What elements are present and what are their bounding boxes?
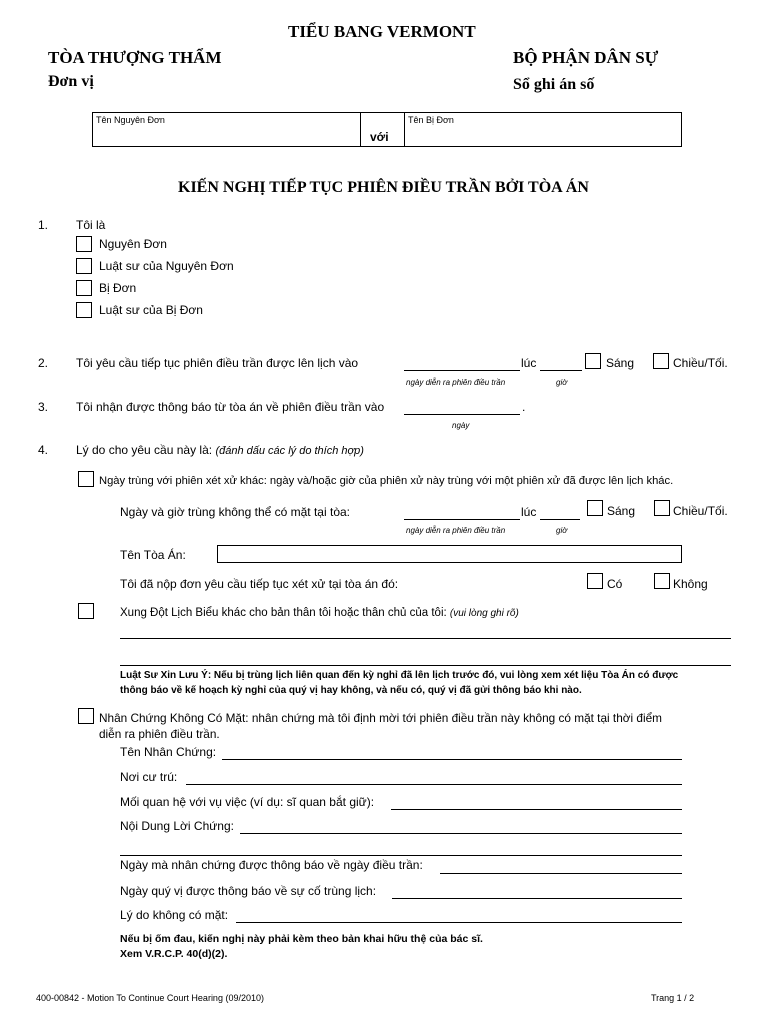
no-label: Không <box>673 577 708 591</box>
yes-checkbox[interactable] <box>587 573 603 589</box>
testimony-field-2[interactable] <box>120 855 682 856</box>
witness-notified-date-field[interactable] <box>440 873 682 874</box>
plaintiff-name-field[interactable] <box>96 128 356 144</box>
time-hint: giờ <box>556 378 568 387</box>
conflict-notified-date-field[interactable] <box>392 898 682 899</box>
notice-received-text: Tôi nhận được thông báo từ tòa án về phiên điều trần vào <box>76 400 385 414</box>
reason-note: (đánh dấu các lý do thích hợp) <box>215 445 364 457</box>
i-am-label: Tôi là <box>76 218 106 232</box>
am-checkbox[interactable] <box>585 353 601 369</box>
caption-divider <box>404 112 405 147</box>
pm-label: Chiều/Tối. <box>673 504 728 518</box>
unit-label: Đơn vị <box>48 73 94 90</box>
filed-elsewhere-label: Tôi đã nộp đơn yêu cầu tiếp tục xét xử tại tòa án đó: <box>120 577 399 591</box>
attorney-note-line-2: thông báo về kế hoạch kỳ nghỉ của quý vị hay không, và nếu có, quý vị đã gửi thông báo khi nào. <box>120 685 582 696</box>
testimony-field[interactable] <box>240 833 682 834</box>
witness-unavailable-label-1: Nhân Chứng Không Có Mặt: nhân chứng mà tôi định mời tới phiên điều trần này không có mặt tại thời điểm <box>99 711 662 725</box>
conflict-notified-date-label: Ngày quý vị được thông báo về sự cố trùng lịch: <box>120 884 377 898</box>
notice-date-field[interactable] <box>404 414 520 415</box>
conflict-date-field[interactable] <box>404 519 520 520</box>
defendant-name-field[interactable] <box>408 128 678 144</box>
conflict-time-field[interactable] <box>540 519 580 520</box>
schedule-conflict-line-2[interactable] <box>120 665 731 666</box>
attorney-note-line-1: Luật Sư Xin Lưu Ý: Nếu bị trùng lịch liên quan đến kỳ nghỉ đã lên lịch trước đó, vui lòng xem xét liệu Tòa Án có được <box>120 670 679 681</box>
conflicting-hearing-checkbox[interactable] <box>78 471 94 487</box>
sickness-note-1: Nếu bị ốm đau, kiến nghị này phải kèm theo bản khai hữu thệ của bác sĩ. <box>120 933 483 945</box>
option-label: Bị Đơn <box>99 281 137 295</box>
at-label: lúc <box>521 356 537 370</box>
court-name: TÒA THƯỢNG THẨM <box>48 48 222 67</box>
versus-label: với <box>370 130 389 144</box>
schedule-conflict-text: Xung Đột Lịch Biểu khác cho bản thân tôi hoặc thân chủ của tôi: <box>120 607 447 619</box>
plaintiff-attorney-checkbox[interactable] <box>76 258 92 274</box>
witness-unavailable-label-2: diễn ra phiên điều trần. <box>99 727 220 741</box>
period: . <box>522 400 526 414</box>
court-name-label: Tên Tòa Án: <box>120 548 186 562</box>
time-hint: giờ <box>556 526 568 535</box>
state-heading: TIỂU BANG VERMONT <box>288 22 476 41</box>
date-hint: ngày diễn ra phiên điều trần <box>406 526 506 535</box>
item-number: 3. <box>38 400 49 414</box>
conflicting-hearing-label: Ngày trùng với phiên xét xử khác: ngày và/hoặc giờ của phiên xử này trùng với một phiên xử đã được lên lịch khác. <box>99 475 674 487</box>
am-label: Sáng <box>607 504 636 518</box>
pm-label: Chiều/Tối. <box>673 356 728 370</box>
am-checkbox[interactable] <box>587 500 603 516</box>
caption-divider <box>360 112 361 147</box>
item-number: 4. <box>38 443 49 457</box>
relation-field[interactable] <box>391 809 682 810</box>
unavailable-date-label: Ngày và giờ trùng không thể có mặt tại tòa: <box>120 505 350 519</box>
reason-text: Lý do cho yêu cầu này là: <box>76 443 213 457</box>
option-label: Nguyên Đơn <box>99 237 167 251</box>
item-number: 2. <box>38 356 49 370</box>
form-id: 400-00842 - Motion To Continue Court Hearing (09/2010) <box>36 993 264 1003</box>
plaintiff-name-label: Tên Nguyên Đơn <box>96 115 165 125</box>
yes-label: Có <box>607 577 623 591</box>
no-checkbox[interactable] <box>654 573 670 589</box>
continuance-request-text: Tôi yêu cầu tiếp tục phiên điều trần được lên lịch vào <box>76 356 359 370</box>
item-number: 1. <box>38 218 49 232</box>
schedule-conflict-line-1[interactable] <box>120 638 731 639</box>
court-name-input[interactable] <box>217 545 682 563</box>
schedule-conflict-checkbox[interactable] <box>78 603 94 619</box>
sickness-note-2: Xem V.R.C.P. 40(d)(2). <box>120 948 228 960</box>
reason-label <box>76 443 364 457</box>
docket-label: Sổ ghi án số <box>513 76 595 93</box>
form-title: KIẾN NGHỊ TIẾP TỤC PHIÊN ĐIỀU TRẦN BỞI TÒA ÁN <box>178 179 589 196</box>
witness-unavailable-checkbox[interactable] <box>78 708 94 724</box>
pm-checkbox[interactable] <box>653 353 669 369</box>
schedule-conflict-label <box>120 607 519 619</box>
residence-label: Nơi cư trú: <box>120 770 178 784</box>
relation-label: Mối quan hệ với vụ việc (ví dụ: sĩ quan bắt giữ): <box>120 795 375 809</box>
witness-name-field[interactable] <box>222 759 682 760</box>
division-label: BỘ PHẬN DÂN SỰ <box>513 48 659 67</box>
residence-field[interactable] <box>186 784 682 785</box>
pm-checkbox[interactable] <box>654 500 670 516</box>
defendant-attorney-checkbox[interactable] <box>76 302 92 318</box>
defendant-name-label: Tên Bị Đơn <box>408 115 454 125</box>
am-label: Sáng <box>606 356 635 370</box>
schedule-conflict-note: (vui lòng ghi rõ) <box>449 608 519 619</box>
option-label: Luật sư của Bị Đơn <box>99 303 203 317</box>
page-number: Trang 1 / 2 <box>651 993 695 1003</box>
date-hint: ngày <box>452 421 470 430</box>
testimony-label: Nội Dung Lời Chứng: <box>120 819 234 833</box>
plaintiff-checkbox[interactable] <box>76 236 92 252</box>
option-label: Luật sư của Nguyên Đơn <box>99 259 234 273</box>
absence-reason-label: Lý do không có mặt: <box>120 908 229 922</box>
at-label: lúc <box>521 505 537 519</box>
hearing-date-field[interactable] <box>404 370 520 371</box>
date-hint: ngày diễn ra phiên điều trần <box>406 378 506 387</box>
hearing-time-field[interactable] <box>540 370 582 371</box>
absence-reason-field[interactable] <box>236 922 682 923</box>
defendant-checkbox[interactable] <box>76 280 92 296</box>
witness-notified-date-label: Ngày mà nhân chứng được thông báo về ngày điều trần: <box>120 858 423 872</box>
witness-name-label: Tên Nhân Chứng: <box>120 745 217 759</box>
